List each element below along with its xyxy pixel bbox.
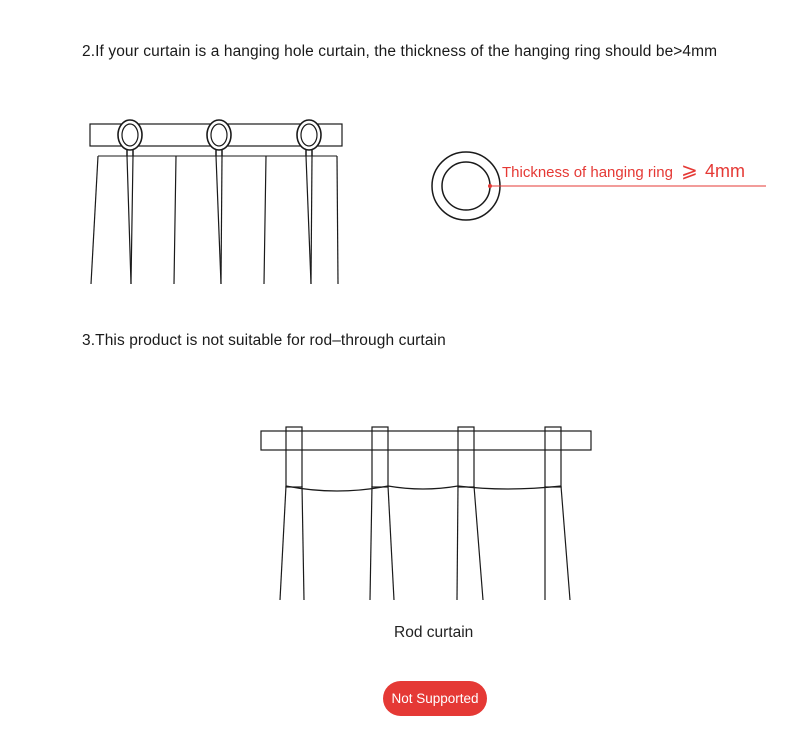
rod-through-note: 3.This product is not suitable for rod–through curtain — [82, 332, 446, 349]
rod-curtain-diagram — [258, 420, 598, 605]
ring-thickness-label: Thickness of hanging ring ⩾ 4mm — [502, 160, 746, 182]
curtain-pleat — [370, 486, 372, 600]
curtain-pleat — [280, 486, 286, 600]
curtain-pleat — [127, 156, 131, 284]
curtain-pleat — [474, 486, 483, 600]
curtain-pleat — [174, 156, 176, 284]
curtain-pleat — [264, 156, 266, 284]
ring-thickness-diagram — [428, 150, 773, 230]
curtain-pleat — [388, 486, 394, 600]
curtain-pleat — [457, 486, 458, 600]
curtain-rod — [261, 431, 591, 450]
curtain-pleat — [302, 486, 304, 600]
ring-inner — [442, 162, 490, 210]
curtain-pleat — [306, 156, 311, 284]
curtain-pleat — [561, 486, 570, 600]
curtain-pleat — [216, 156, 221, 284]
hanging-ring-curtain-diagram — [85, 110, 350, 290]
curtain-pleat — [337, 156, 338, 284]
curtain-pleat — [221, 156, 222, 284]
not-supported-badge: Not Supported — [383, 681, 487, 716]
hanging-ring-note: 2.If your curtain is a hanging hole curtain, the thickness of the hanging ring should be>4mm — [82, 43, 718, 60]
curtain-pleat — [311, 156, 312, 284]
curtain-pleat — [131, 156, 133, 284]
rod-curtain-caption: Rod curtain — [394, 624, 474, 641]
curtain-pleat — [91, 156, 98, 284]
